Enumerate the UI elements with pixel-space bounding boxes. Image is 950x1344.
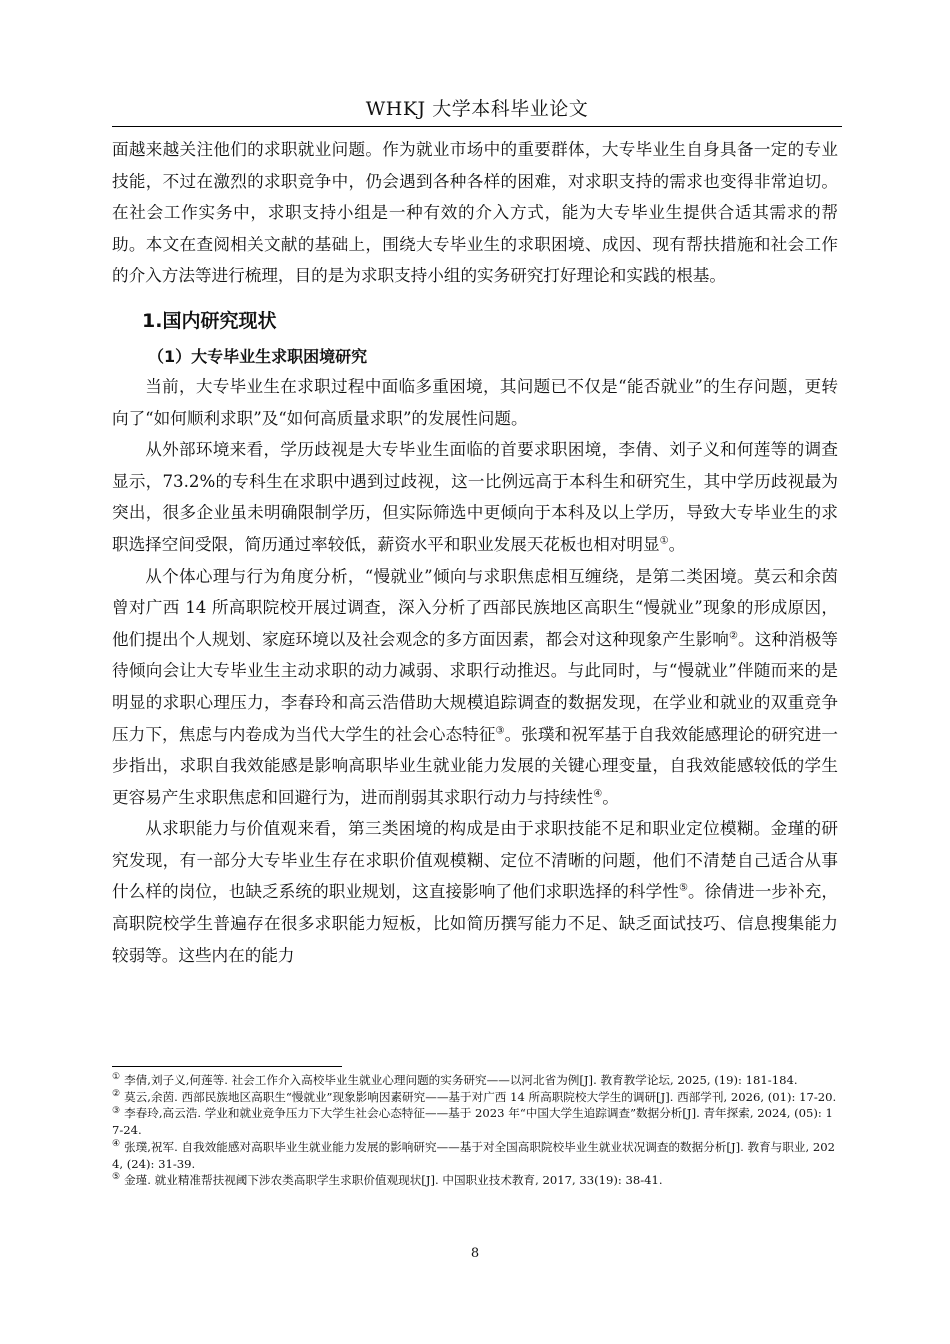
main-body xyxy=(112,134,838,971)
footnote-ref-3[interactable]: ③ xyxy=(495,724,505,736)
footnote-text: 李春玲,高云浩. 学业和就业竞争压力下大学生社会心态特征——基于 2023 年“中国大学生追踪调查”数据分析[J]. 青年探索, 2024, (05): 17-24. xyxy=(112,1106,833,1138)
section-heading: 1.国内研究现状 xyxy=(142,309,277,332)
footnote-ref-4[interactable]: ④ xyxy=(593,788,603,800)
footnote-marker: ⑤ xyxy=(112,1172,121,1183)
footnote-ref-2[interactable]: ② xyxy=(728,630,739,642)
subsection-heading: （1）大专毕业生求职困境研究 xyxy=(148,346,368,366)
paragraph-4 xyxy=(112,813,838,971)
footnote-marker: ④ xyxy=(112,1138,121,1149)
page-header-title: WHKJ 大学本科毕业论文 xyxy=(365,98,589,120)
paragraph-3 xyxy=(112,561,838,814)
paragraph-3-part-a: 从个体心理与行为角度分析，“慢就业”倾向与求职焦虑相互缠绕，是第二类困境。莫云和余茵曾对广西 14 所高职院校开展过调查，深入分析了西部民族地区高职生“慢就业”现象的形成原因，他们提出个人规划、家庭环境以及社会观念的多方面因素，都会对这种现象产生影响 xyxy=(112,566,838,649)
paragraph-3-part-c: 。张璞和祝军基于自我效能感理论的研究进一步指出，求职自我效能感是影响高职毕业生就业能力发展的关键心理变量，自我效能感较低的学生更容易产生求职焦虑和回避行为，进而削弱其求职行动力与持续性 xyxy=(112,724,838,807)
paragraph-1: 当前，大专毕业生在求职过程中面临多重困境，其问题已不仅是“能否就业”的生存问题，更转向了“如何顺利求职”及“如何高质量求职”的发展性问题。 xyxy=(112,376,838,428)
footnote-4 xyxy=(112,1139,838,1172)
footnote-3 xyxy=(112,1105,838,1138)
footnote-ref-1[interactable]: ① xyxy=(659,535,669,547)
footnote-text: 张璞,祝军. 自我效能感对高职毕业生就业能力发展的影响研究——基于对全国高职院校毕业生就业状况调查的数据分析[J]. 教育与职业, 2024, (24): 31-39. xyxy=(112,1139,835,1171)
paragraph-2-text: 从外部环境来看，学历歧视是大专毕业生面临的首要求职困境，李倩、刘子义和何莲等的调查显示，73.2%的专科生在求职中遇到过歧视，这一比例远高于本科生和研究生，其中学历歧视最为突出，很多企业虽未明确限制学历，但实际筛选中更倾向于本科及以上学历，导致大专毕业生的求职选择空间受限，简历通过率较低，薪资水平和职业发展天花板也相对明显 xyxy=(112,440,838,554)
footnote-text: 金瑾. 就业精准帮扶视阈下涉农类高职学生求职价值观现状[J]. 中国职业技术教育, 2017, 33(19): 38-41. xyxy=(124,1173,663,1188)
paragraph-4-part-a: 从求职能力与价值观来看，第三类困境的构成是由于求职技能不足和职业定位模糊。金瑾的研究发现，有一部分大专毕业生存在求职价值观模糊、定位不清晰的问题，他们不清楚自己适合从事什么样的岗位，也缺乏系统的职业规划，这直接影响了他们求职选择的科学性 xyxy=(112,819,838,902)
footnote-marker: ③ xyxy=(112,1105,121,1116)
footnote-marker: ② xyxy=(112,1088,121,1099)
footnote-1 xyxy=(112,1072,838,1089)
paragraph-2 xyxy=(112,434,838,560)
header-rule xyxy=(112,126,842,127)
paragraph-2-end: 。 xyxy=(668,534,686,554)
footnote-text: 李倩,刘子义,何莲等. 社会工作介入高校毕业生就业心理问题的实务研究——以河北省为例[J]. 教育教学论坛, 2025, (19): 181-184. xyxy=(124,1073,798,1087)
intro-paragraph: 面越来越关注他们的求职就业问题。作为就业市场中的重要群体，大专毕业生自身具备一定的专业技能，不过在激烈的求职竞争中，仍会遇到各种各样的困难，对求职支持的需求也变得非常迫切。在社会工作实务中，求职支持小组是一种有效的介入方式，能为大专毕业生提供合适其需求的帮助。本文在查阅相关文献的基础上，围绕大专毕业生的求职困境、成因、现有帮扶措施和社会工作的介入方法等进行梳理，目的是为求职支持小组的实务研究打好理论和实践的根基。 xyxy=(112,140,838,286)
footnote-5 xyxy=(112,1172,838,1189)
footnote-marker: ① xyxy=(112,1072,121,1083)
paragraph-3-part-b: 。这种消极等待倾向会让大专毕业生主动求职的动力减弱、求职行动推迟。与此同时，与“慢就业”伴随而来的是明显的求职心理压力，李春玲和高云浩借助大规模追踪调查的数据发现，在学业和就业的双重竞争压力下，焦虑与内卷成为当代大学生的社会心态特征 xyxy=(112,629,839,744)
footnote-separator xyxy=(112,1066,342,1067)
paragraph-4-part-b: 。徐倩进一步补充，高职院校学生普遍存在很多求职能力短板，比如简历撰写能力不足、缺乏面试技巧、信息搜集能力较弱等。这些内在的能力 xyxy=(112,882,838,965)
footnote-ref-5[interactable]: ⑤ xyxy=(678,882,688,894)
footnote-text: 莫云,余茵. 西部民族地区高职生“慢就业”现象影响因素研究——基于对广西 14 所高职院校大学生的调研[J]. 西部学刊, 2026, (01): 17-20. xyxy=(124,1089,837,1104)
page-number: 8 xyxy=(470,1246,480,1261)
footnote-2 xyxy=(112,1089,838,1106)
footnotes xyxy=(112,1072,838,1189)
paragraph-3-part-d: 。 xyxy=(602,787,619,807)
